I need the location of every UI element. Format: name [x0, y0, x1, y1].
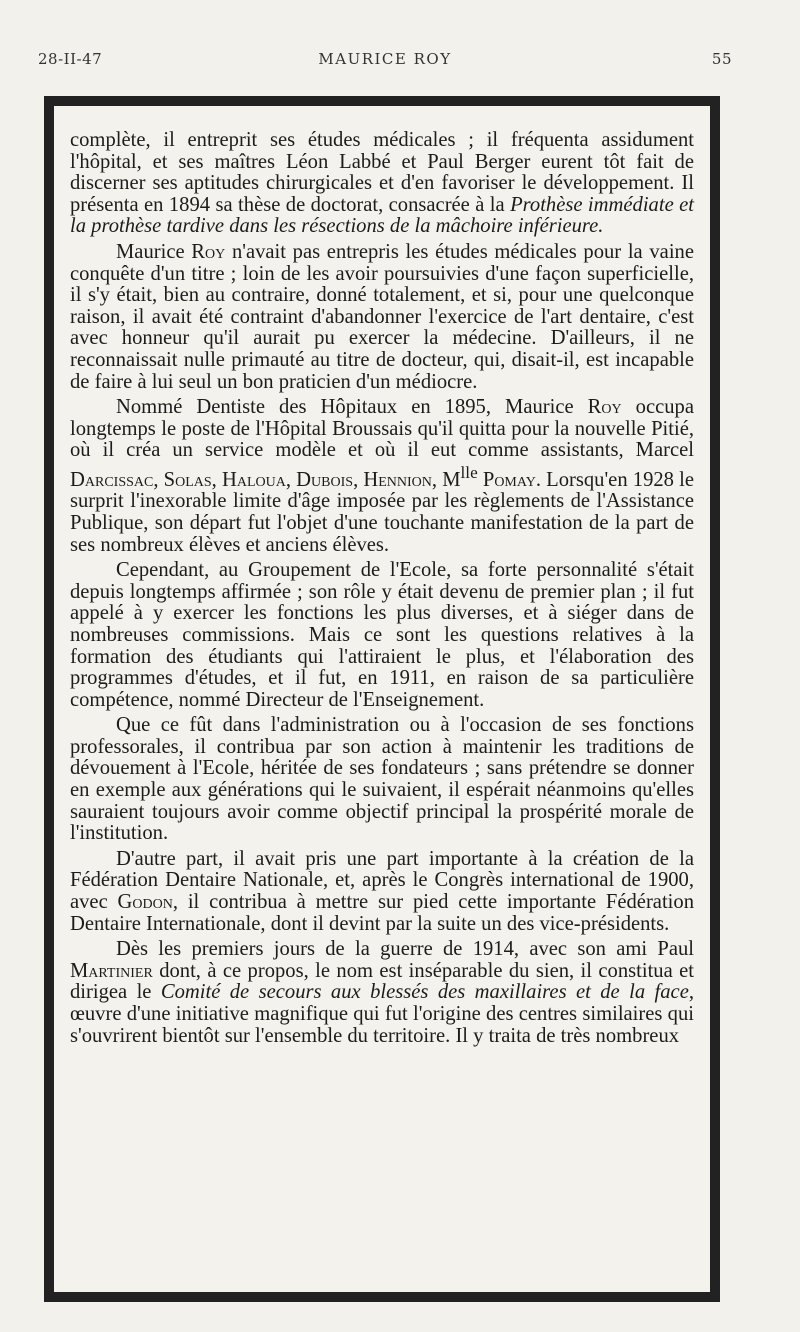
title-abbrev-superscript: lle — [460, 462, 478, 482]
name-godon: Godon — [117, 891, 173, 914]
paragraph-3-text-b: occupa longtemps le poste de l'Hôpital Broussais qu'il quitta pour la nouvelle Pitié, où il créa un service modèle et où il eut comme assistants, Marcel — [70, 396, 694, 462]
name-hennion: Hennion — [363, 468, 432, 491]
paragraph-6 — [70, 849, 694, 935]
paragraph-6-text-b: , il contribua à mettre sur pied cette importante Fédération Dentaire Internationale, dont il devint par la suite un des vice-présidents. — [70, 891, 694, 935]
name-solas: Solas — [163, 468, 212, 491]
paragraph-5: Que ce fût dans l'administration ou à l'occasion de ses fonctions professorales, il contribua par son action à maintenir les traditions de dévouement à l'Ecole, héritée de ses fondateurs ; sans prétendre se donner en exemple aux générations qui le suivaient, il espérait néanmoins qu'elles sauraient toujours avoir comme objectif principal la prospérité morale de l'institution. — [70, 714, 694, 845]
paragraph-1 — [70, 130, 694, 238]
name-pomay: Pomay — [482, 468, 536, 491]
paragraph-3-text-c: . Lorsqu'en 1928 le surprit l'inexorable limite d'âge imposée par les règlements de l'Assistance Publique, son départ fut l'objet d'une touchante manifestation de la part de ses nombreux élèves et anciens élèves. — [70, 468, 694, 556]
separator: , — [285, 468, 297, 491]
surname-roy: Roy — [587, 396, 622, 419]
separator: , — [153, 468, 164, 491]
paragraph-3-text-a: Nommé Dentiste des Hôpitaux en 1895, Maurice — [116, 396, 588, 419]
paragraph-4: Cependant, au Groupement de l'Ecole, sa forte personnalité s'était depuis longtemps affirmée ; son rôle y était devenu de premier plan ; il fut appelé à y exercer les fonctions les plus diverses, et à siéger dans de nombreuses commissions. Mais ce sont les questions relatives à la formation des étudiants qui l'attiraient le plus, et l'élaboration des programmes d'études, et il fut, en 1911, en raison de sa particulière compétence, nommé Directeur de l'Enseignement. — [70, 559, 694, 711]
surname-roy: Roy — [191, 240, 226, 263]
paragraph-7-text-a: Dès les premiers jours de la guerre de 1914, avec son ami Paul — [116, 938, 694, 961]
name-martinier: Martinier — [70, 959, 153, 982]
page-running-title: MAURICE ROY — [318, 50, 452, 68]
name-dubois: Dubois — [296, 468, 354, 491]
name-darcissac: Darcissac — [70, 468, 154, 491]
paragraph-3 — [70, 397, 694, 556]
paragraph-2-text-a: Maurice — [116, 240, 192, 263]
paragraph-7-text-c: , œuvre d'une initiative magnifique qui fut l'origine des centres similaires qui s'ouvrirent bientôt sur l'ensemble du territoire. Il y traita de très nombreux — [70, 981, 694, 1047]
running-head — [38, 50, 732, 74]
page-date: 28-II-47 — [38, 50, 103, 68]
paragraph-2 — [70, 242, 694, 393]
separator: , M — [431, 468, 461, 491]
paragraph-7 — [70, 939, 694, 1047]
article-body — [70, 130, 694, 1051]
paragraph-6-text-a: D'autre part, il avait pris une part importante à la création de la Fédération Dentaire Nationale, et, après le Congrès international de 1900, avec — [70, 847, 694, 914]
thesis-title: Prothèse immédiate et la prothèse tardive dans les résections de la mâchoire inférieure. — [70, 193, 694, 238]
separator: , — [211, 468, 222, 491]
committee-name: Comité de secours aux blessés des maxillaires et de la face — [160, 981, 689, 1004]
paragraph-7-text-b: dont, à ce propos, le nom est inséparable du sien, il constitua et dirigea le — [70, 959, 694, 1004]
paragraph-2-text-b: n'avait pas entrepris les études médicales pour la vaine conquête d'un titre ; loin de les avoir poursuivies d'une façon superficielle, il s'y était, bien au contraire, donné totalement, et si, pour une quelconque raison, il avait été contraint d'abandonner l'exercice de l'art dentaire, c'est avec honneur qu'il aurait pu exercer la médecine. D'ailleurs, il ne reconnaissait nulle primauté au titre de docteur, qui, disait-il, est incapable de faire à lui seul un bon praticien d'un médiocre. — [70, 240, 694, 393]
separator: , — [353, 468, 364, 491]
name-haloua: Haloua — [221, 468, 286, 491]
paragraph-1-text: complète, il entreprit ses études médicales ; il fréquenta assidument l'hôpital, et ses maîtres Léon Labbé et Paul Berger eurent tôt fait de discerner ses aptitudes chirurgicales et d'en favoriser le développement. Il présenta en 1894 sa thèse de doctorat, consacrée à la — [70, 129, 694, 216]
page-number: 55 — [711, 50, 732, 68]
